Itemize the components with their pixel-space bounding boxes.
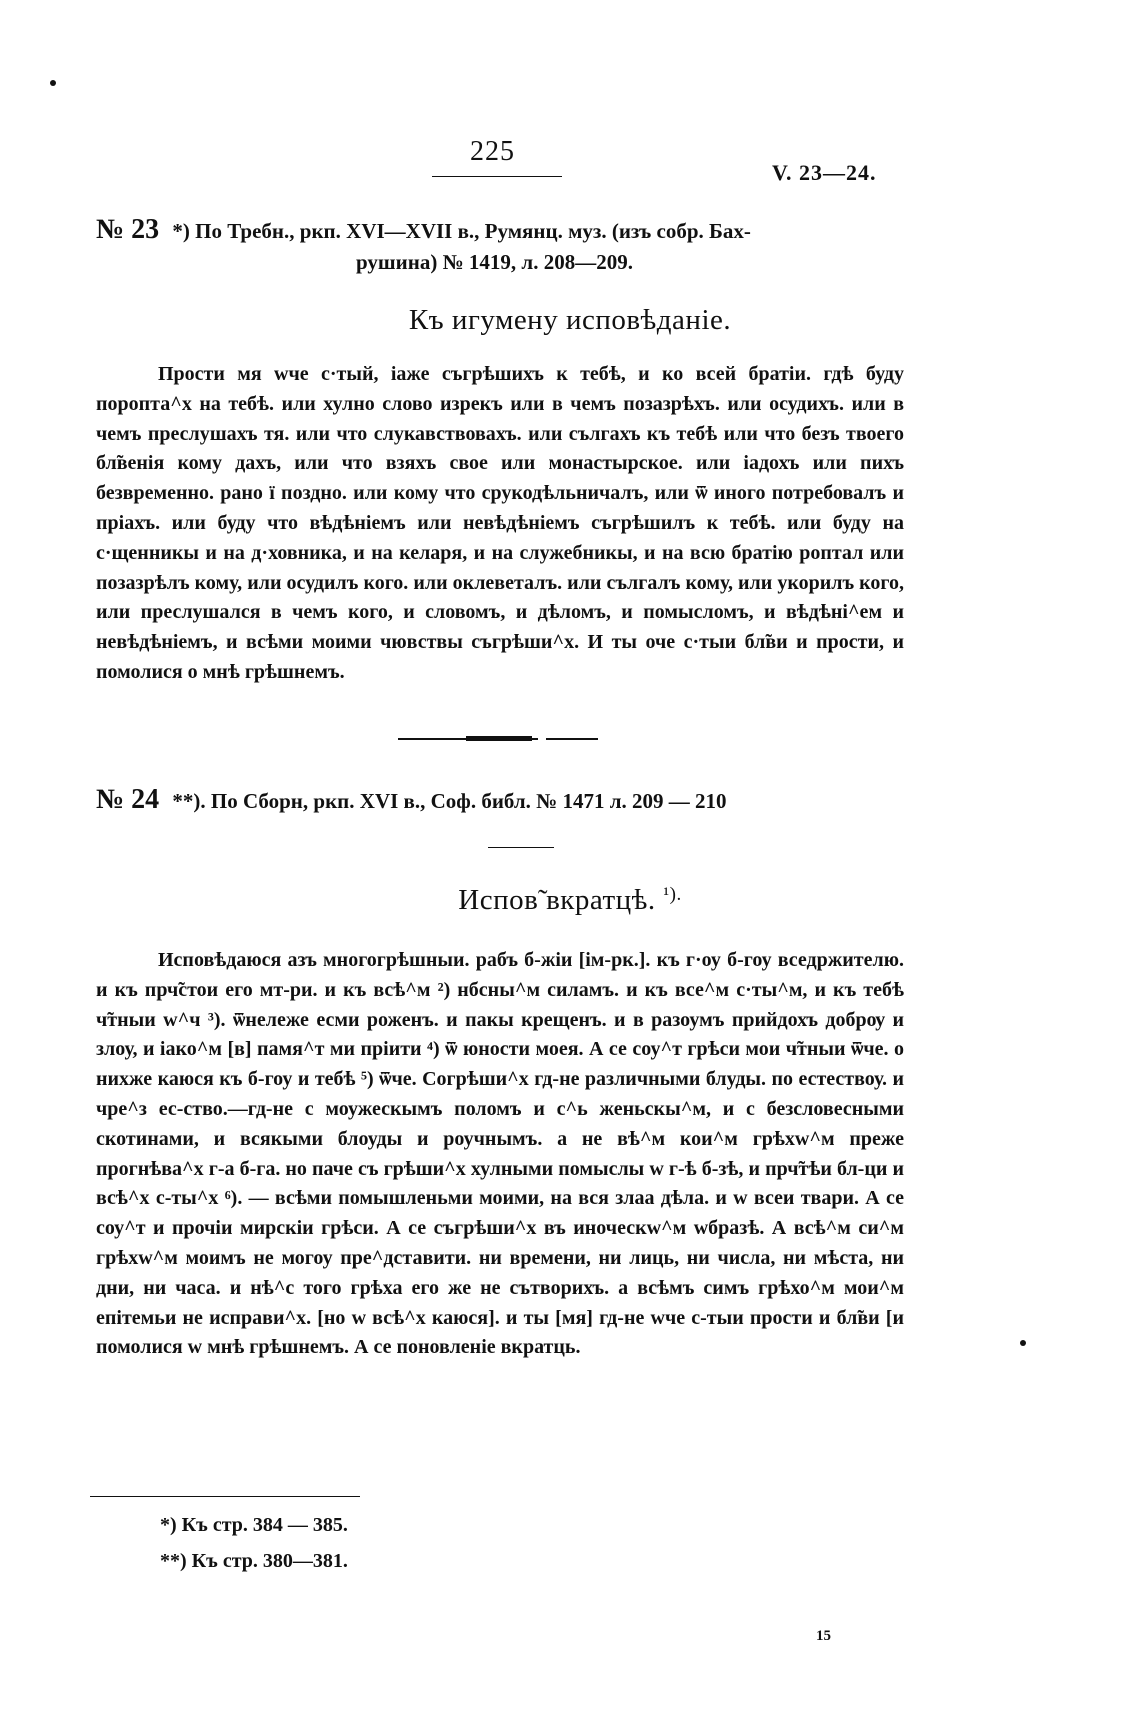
margin-speck [1020,1340,1026,1346]
entry-source: По Сборн, ркп. XVI в., Соф. библ. № 1471 л. 209 — 210 [210,789,727,813]
footnote-rule [90,1496,360,1497]
signature-mark: 15 [816,1628,831,1644]
margin-speck [50,80,56,86]
divider-line [546,738,598,740]
entry-number: № 24 [96,784,160,815]
divider-line [398,738,466,740]
entry-number: № 23 [96,214,160,245]
entry-24-heading [96,784,906,817]
divider-bar [466,736,532,741]
entry-24-text [96,946,904,1363]
page-number-rule [432,176,562,177]
short-rule [488,847,554,848]
section-reference: V. 23—24. [772,160,877,185]
divider-line [532,738,538,740]
footnote-marker: **). [172,789,206,813]
paragraph: Прости мя wче с·тый, іаже съгрѣшихъ к тебѣ, и ко всей братіи. гдѣ буду поропта^х на тебѣ. или хулно слово изрекъ или в чемъ позазрѣхъ. или осудихъ. или в чемъ преслушахъ тя. или что слукавствовахъ. или сългахъ къ тебѣ или что безъ твоего бл̃венія кому дахъ, или что взяхъ свое или монастырское. или іадохъ или пихъ безвременно. рано ї поздно. или кому что срукодѣльничалъ, или ѿ иного потребовалъ и пріахъ. или буду что вѣдѣніемъ или невѣдѣніемъ съгрѣшилъ к тебѣ. или буду на с·щенникы и на д·ховника, и на келаря, и на служебникы, и на всю братію роптал или позазрѣлъ кому, или осудилъ кого. или оклеветалъ. или сългалъ кому, или укорилъ кого, или преслушался в чемъ кого, и словомъ, и дѣломъ, и помысломъ, и вѣдѣні^ем и невѣдѣніемъ, и всѣми моими чювствы съгрѣши^х. И ты оче с·тыи бл̃ви и прости, и помолися о мнѣ грѣшнемъ. [96,363,904,683]
footnote: **) Къ стр. 380—381. [160,1550,348,1572]
paragraph: Исповѣдаюся азъ многогрѣшныи. рабъ б-жіи [ім-рк.]. къ г·оу б-гоу вседржителю. и къ прч̃стои его мт-ри. и къ всѣ^м ²) нбсны^м силамъ. и къ все^м с·ты^м, и къ тебѣ ч̃тныи w^ч ³). ѿнележе есми роженъ. и пакы крещенъ. и в разоумъ прийдохъ добрѹ и злоу, и іако^м [в] памя^т ми пріити ⁴) ѿ юности моея. А се соу^т грѣси мои ч̃тныи ѿче. о нихже каюся къ б-гоу и тебѣ ⁵) ѿче. Согрѣши^х гд-не различными блуды. по естествоу. и чре^з ес-ство.—гд-не с моужескымъ поломъ и с^ь женьскы^м, и с безсловесными скотинами, и всякыми блоуды и роучнымъ. а не вѣ^м кои^м грѣхw^м преже прогнѣва^х г-а б-га. но паче съ грѣши^х хулными помыслы w г-ѣ б-зѣ, и прч̃тѣи бл-ци и всѣ^х с-ты^х ⁶). — всѣми помышленьми моими, на вся злаа дѣла. и w всеи твари. А се соу^т и прочіи мирскіи грѣси. А се съгрѣши^х въ иноческw^м wбразѣ. А всѣ^м си^м грѣхw^м моимъ не могоу пре^дставити. ни времени, ни лиць, ни числа, ни мѣста, ни дни, ни часа. и нѣ^с того грѣха его же не сътворихъ. а всѣмъ симъ грѣхо^м мои^м епітемьи не исправи^х. [но w всѣ^х каюся]. и ты [мя] гд-не wче с-тыи прости и бл̃ви [и помолися w мнѣ грѣшнемъ. А се поновленіе вкратць. [96,949,904,1359]
title-note-marker: ¹). [663,884,682,905]
entry-23-title: Къ игумену исповѣданіе. [408,304,732,336]
footnote: *) Къ стр. 384 — 385. [160,1514,348,1536]
page-number: 225 [470,136,515,167]
entry-source: По Требн., ркп. XVI—XVII в., Румянц. муз. (изъ собр. Бах- [195,219,751,243]
entry-23-heading [96,214,906,278]
footnote-marker: *) [172,219,190,243]
entry-23-text [96,360,904,688]
entry-source-continued: рушина) № 1419, л. 208—209. [356,250,633,274]
title-text: Испов̃ вкратцѣ. [458,884,656,916]
entry-24-title [0,884,1140,917]
